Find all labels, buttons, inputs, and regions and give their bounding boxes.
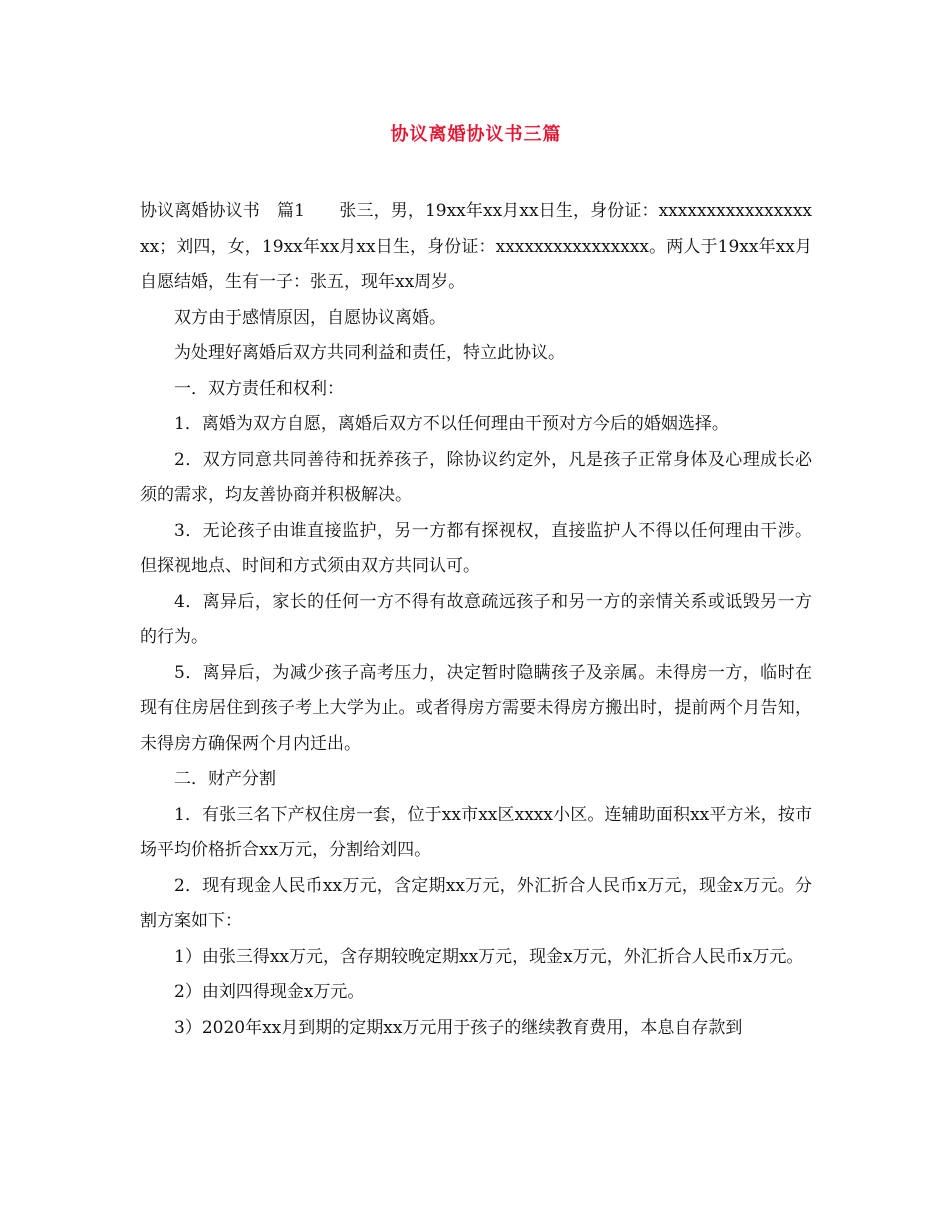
paragraph: 为处理好离婚后双方共同利益和责任，特立此协议。	[174, 343, 565, 363]
document-body	[140, 194, 812, 1046]
paragraph: 2）由刘四得现金x万元。	[174, 982, 365, 1002]
paragraph: 1）由张三得xx万元，含存期较晚定期xx万元，现金x万元，外汇折合人民币x万元。	[174, 946, 804, 967]
paragraph: 3）2020年xx月到期的定期xx万元用于孩子的继续教育费用，本息自存款到	[174, 1017, 743, 1038]
paragraph: 4．离异后，家长的任何一方不得有故意疏远孩子和另一方的亲情关系或诋毁另一方的行为。	[140, 591, 812, 647]
paragraph: 5．离异后，为减少孩子高考压力，决定暂时隐瞒孩子及亲属。未得房一方，临时在现有住房居住到孩子考上大学为止。或者得房方需要未得房方搬出时，提前两个月告知，未得房方确保两个月内迁出。	[140, 662, 812, 754]
section-heading: 一．双方责任和权利：	[174, 378, 344, 399]
paragraph: 2．现有现金人民币xx万元，含定期xx万元，外汇折合人民币x万元，现金x万元。分割方案如下：	[140, 875, 812, 931]
paragraph: 3．无论孩子由谁直接监护，另一方都有探视权，直接监护人不得以任何理由干涉。但探视地点、时间和方式须由双方共同认可。	[140, 520, 812, 576]
document-title: 协议离婚协议书三篇	[390, 124, 562, 145]
paragraph: 1．有张三名下产权住房一套，位于xx市xx区xxxx小区。连辅助面积xx平方米，按市场平均价格折合xx万元，分割给刘四。	[140, 804, 812, 860]
paragraph: 1．离婚为双方自愿，离婚后双方不以任何理由干预对方今后的婚姻选择。	[174, 414, 729, 434]
paragraph-intro: 协议离婚协议书 篇1 张三，男，19xx年xx月xx日生，身份证：xxxxxxxxxxxxxxxxxx；刘四，女，19xx年xx月xx日生，身份证：xxxxxxxxxxxxxxxx。两人于19xx年xx月自愿结婚，生有一子：张五，现年xx周岁。	[140, 201, 812, 292]
section-heading: 二．财产分割	[174, 769, 276, 789]
paragraph: 双方由于感情原因，自愿协议离婚。	[174, 307, 446, 328]
paragraph: 2．双方同意共同善待和抚养孩子，除协议约定外，凡是孩子正常身体及心理成长必须的需求，均友善协商并积极解决。	[140, 449, 812, 505]
